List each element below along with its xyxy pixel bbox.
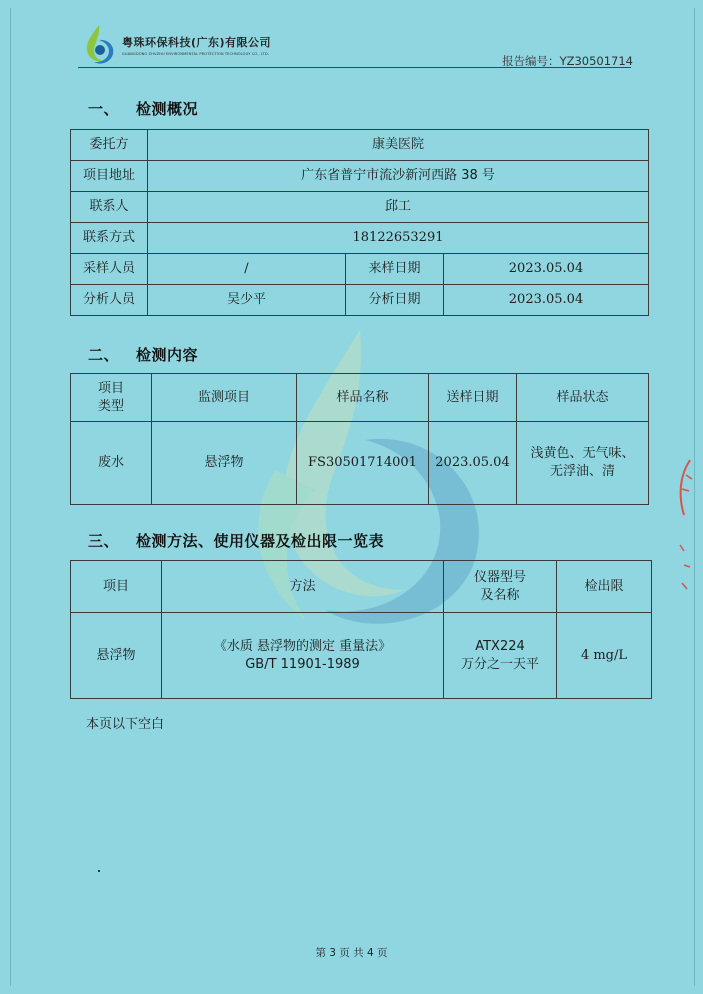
instrument-line2: 万分之一天平 [460,656,539,672]
method-line2: GB/T 11901-1989 [245,656,360,672]
value-contact-person: 邱工 [148,192,649,223]
header-rule [78,67,631,68]
company-logo-icon [82,24,116,66]
label-address: 项目地址 [71,161,148,192]
value-sampler: / [148,254,346,285]
label-sampler: 采样人员 [71,254,148,285]
report-number-label: 报告编号： [502,54,560,68]
value-analyst: 吴少平 [148,285,346,316]
header-delivery-date: 送样日期 [429,374,517,422]
company-logo [82,24,271,66]
section1-number: 一、 [88,100,120,118]
company-name-cn: 粤珠环保科技(广东)有限公司 [122,36,272,49]
table-header-row [71,561,652,613]
section2-title [88,344,198,365]
label-contact-phone: 联系方式 [71,223,148,254]
cell-instrument [444,613,557,699]
table-row [71,192,649,223]
value-client: 康美医院 [148,130,649,161]
header-sample-name: 样品名称 [297,374,429,422]
method-line1: 《水质 悬浮物的测定 重量法》 [213,638,392,654]
sample-state-line1: 浅黄色、无气味、 [530,446,635,462]
header-instrument-line2: 及名称 [480,587,520,603]
header-sample-state: 样品状态 [517,374,649,422]
sample-state-line2: 无浮油、清 [549,464,615,479]
cell-sample-state [517,422,649,505]
table-row [71,254,649,285]
header-instrument [444,561,557,613]
overview-table [70,129,649,316]
page-footer: 第 3 页 共 4 页 [315,947,388,959]
section3-heading: 检测方法、使用仪器及检出限一览表 [136,532,385,550]
company-name-en: GUANGDONG ZHUZHU ENVIRONMENTAL PROTECTION TECHNOLOGY CO., LTD. [122,52,269,56]
header-instrument-line1: 仪器型号 [473,569,526,585]
instrument-line1: ATX224 [475,638,525,654]
cell-item: 悬浮物 [71,613,162,699]
seal-stamp-edge [672,455,703,605]
table-row [71,285,649,316]
header-method: 方法 [162,561,444,613]
header-type-line1: 项目 [97,380,124,396]
label-contact-person: 联系人 [71,192,148,223]
cell-type: 废水 [71,422,152,505]
label-analysis-date: 分析日期 [346,285,444,316]
cell-detection-limit: 4 mg/L [557,613,652,699]
cell-sample-name: FS30501714001 [297,422,429,505]
section2-number: 二、 [88,346,120,364]
value-address: 广东省普宁市流沙新河西路 38 号 [148,161,649,192]
label-client: 委托方 [71,130,148,161]
table-row [71,130,649,161]
value-analysis-date: 2023.05.04 [444,285,649,316]
table-row [71,223,649,254]
label-receive-date: 来样日期 [346,254,444,285]
header-type-line2: 类型 [97,398,124,414]
cell-delivery-date: 2023.05.04 [429,422,517,505]
header-item: 项目 [71,561,162,613]
section3-number: 三、 [88,532,120,550]
content-table [70,373,649,505]
header-type [71,374,152,422]
method-table [70,560,652,699]
table-row [71,422,649,505]
section1-heading: 检测概况 [136,100,199,118]
table-row [71,613,652,699]
cell-monitor-item: 悬浮物 [152,422,297,505]
value-contact-phone: 18122653291 [148,223,649,254]
value-receive-date: 2023.05.04 [444,254,649,285]
header-monitor-item: 监测项目 [152,374,297,422]
section1-title [88,98,198,119]
table-header-row [71,374,649,422]
header-detection-limit: 检出限 [557,561,652,613]
report-number-value: YZ30501714 [559,54,633,68]
table-row [71,161,649,192]
cell-method [162,613,444,699]
stray-mark [98,870,100,872]
section3-title [88,530,384,551]
blank-below-note: 本页以下空白 [86,717,165,732]
section2-heading: 检测内容 [136,346,199,364]
label-analyst: 分析人员 [71,285,148,316]
